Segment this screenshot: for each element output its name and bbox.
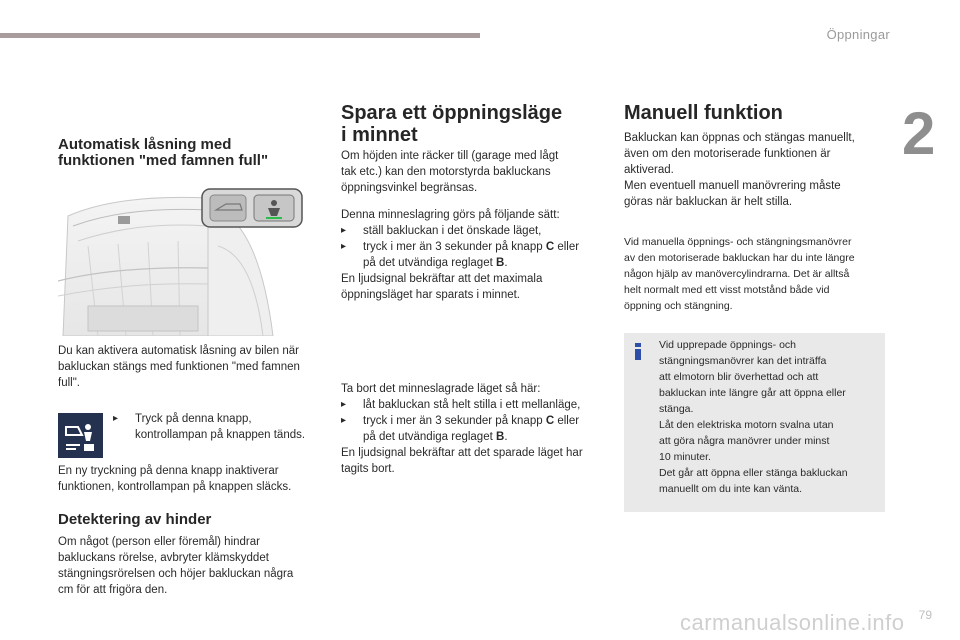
auto-lock-deactivate [58, 463, 328, 495]
text-line: Vid manuella öppnings- och stängningsmanövrer [624, 236, 852, 248]
watermark: carmanualsonline.info [680, 610, 905, 635]
text-fragment: eller [554, 241, 580, 253]
bullet-item [341, 413, 616, 445]
save-position-title [341, 102, 562, 146]
bullet-item [341, 397, 616, 413]
auto-lock-title [58, 137, 268, 169]
bullet-text: ställ bakluckan i det önskade läget, [363, 225, 542, 237]
bullet-marker: ▸ [341, 415, 347, 426]
text-line: stänga. [659, 403, 694, 415]
text-fragment: tryck i mer än 3 sekunder på knapp [363, 415, 546, 427]
section-label: Öppningar [826, 27, 890, 42]
text-line: stängningsmanövrer kan det inträffa [659, 355, 827, 367]
text-fragment: på det utvändiga reglaget [363, 257, 496, 269]
bullet-marker: ▸ [341, 399, 347, 410]
page-number: 79 [918, 608, 932, 622]
manual-function-note [624, 234, 894, 314]
text-fragment: tryck i mer än 3 sekunder på knapp [363, 241, 546, 253]
save-procedure [341, 207, 616, 303]
text-line: En ny tryckning på denna knapp inaktiverar [58, 465, 279, 477]
text-line: bakluckans rörelse, avbryter klämskyddet [58, 552, 269, 564]
top-rule [0, 33, 480, 38]
text-line: även om den motoriserade funktionen är [624, 148, 831, 160]
text-line: Men eventuell manuell manövrering måste [624, 180, 841, 192]
text-line: bakluckan stängs med funktionen "med famnen [58, 361, 300, 373]
text-line: någon hjälp av manövercylindrarna. Det är alltså [624, 268, 850, 280]
text-line: 10 minuter. [659, 451, 711, 463]
obstacle-description [58, 534, 328, 598]
tailgate-illustration-icon [58, 186, 303, 336]
text-line: tak etc.) kan den motorstyrda bakluckans [341, 166, 551, 178]
key-label: C [545, 415, 555, 427]
text-line: att elmotorn blir överhettad och att [659, 371, 819, 383]
bullet-text [363, 413, 579, 445]
bullet-text [363, 239, 579, 271]
text-line: manuellt om du inte kan vänta. [659, 483, 803, 495]
bullet-item [113, 411, 328, 443]
bullet-text: låt bakluckan stå helt stilla i ett mellanläge, [363, 399, 581, 411]
text-line: Du kan aktivera automatisk låsning av bilen när [58, 345, 299, 357]
text-line: öppningsläget har sparats i minnet. [341, 289, 520, 301]
text-line: tagits bort. [341, 463, 395, 475]
text-line: Denna minneslagring görs på följande sätt: [341, 209, 560, 221]
text-fragment: på det utvändiga reglaget [363, 431, 496, 443]
auto-lock-title-line2: funktionen "med famnen full" [58, 152, 269, 169]
manual-function-description [624, 130, 894, 210]
text-line: Det går att öppna eller stänga bakluckan [659, 467, 848, 479]
key-label: C [545, 241, 555, 253]
text-fragment: . [504, 431, 508, 443]
key-label: B [496, 431, 505, 443]
text-fragment: . [504, 257, 508, 269]
obstacle-title: Detektering av hinder [58, 511, 212, 528]
auto-lock-button-icon [58, 413, 103, 458]
text-fragment: eller [554, 415, 580, 427]
text-line: funktionen, kontrollampan på knappen släcks. [58, 481, 292, 493]
text-line: Om något (person eller föremål) hindrar [58, 536, 260, 548]
key-label: B [496, 257, 505, 269]
text-line: kontrollampan på knappen tänds. [135, 429, 306, 441]
text-line: bakluckan inte längre går att öppna eller [659, 387, 846, 399]
text-line: cm för att frigöra den. [58, 584, 168, 596]
text-line: Vid upprepade öppnings- och [659, 339, 796, 351]
text-line: Ta bort det minneslagrade läget så här: [341, 383, 541, 395]
bullet-item [341, 239, 616, 271]
bullet-marker: ▸ [341, 225, 347, 236]
text-line: En ljudsignal bekräftar att det sparade läget har [341, 447, 583, 459]
text-line: Tryck på denna knapp, [135, 413, 252, 425]
bullet-marker: ▸ [341, 241, 347, 252]
save-position-intro [341, 148, 611, 196]
manual-function-title: Manuell funktion [624, 102, 783, 124]
auto-lock-title-line1: Automatisk låsning med [58, 136, 232, 153]
text-line: göras när bakluckan är helt stilla. [624, 196, 793, 208]
save-position-title-line2: i minnet [341, 124, 418, 146]
save-position-title-line1: Spara ett öppningsläge [341, 102, 563, 124]
text-line: Om höjden inte räcker till (garage med lågt [341, 150, 559, 162]
text-line: öppning och stängning. [624, 300, 733, 312]
text-line: En ljudsignal bekräftar att det maximala [341, 273, 543, 285]
text-line: helt normalt med ett visst motstånd både vid [624, 284, 830, 296]
info-icon [633, 343, 643, 360]
bullet-text [135, 411, 305, 443]
text-line: av den motoriserade bakluckan har du inte längre [624, 252, 855, 264]
info-box-text [659, 337, 881, 497]
auto-lock-bullet [113, 411, 328, 443]
text-line: Låt den elektriska motorn svalna utan [659, 419, 834, 431]
text-line: att göra några manövrer under minst [659, 435, 830, 447]
delete-procedure [341, 381, 616, 477]
text-line: full". [58, 377, 80, 389]
bullet-marker: ▸ [113, 413, 119, 424]
text-line: öppningsvinkel begränsas. [341, 182, 478, 194]
chapter-number: 2 [902, 100, 936, 167]
bullet-item [341, 223, 616, 239]
text-line: stängningsrörelsen och höjer bakluckan några [58, 568, 294, 580]
text-line: Bakluckan kan öppnas och stängas manuellt, [624, 132, 855, 144]
text-line: aktiverad. [624, 164, 674, 176]
auto-lock-description [58, 343, 323, 391]
